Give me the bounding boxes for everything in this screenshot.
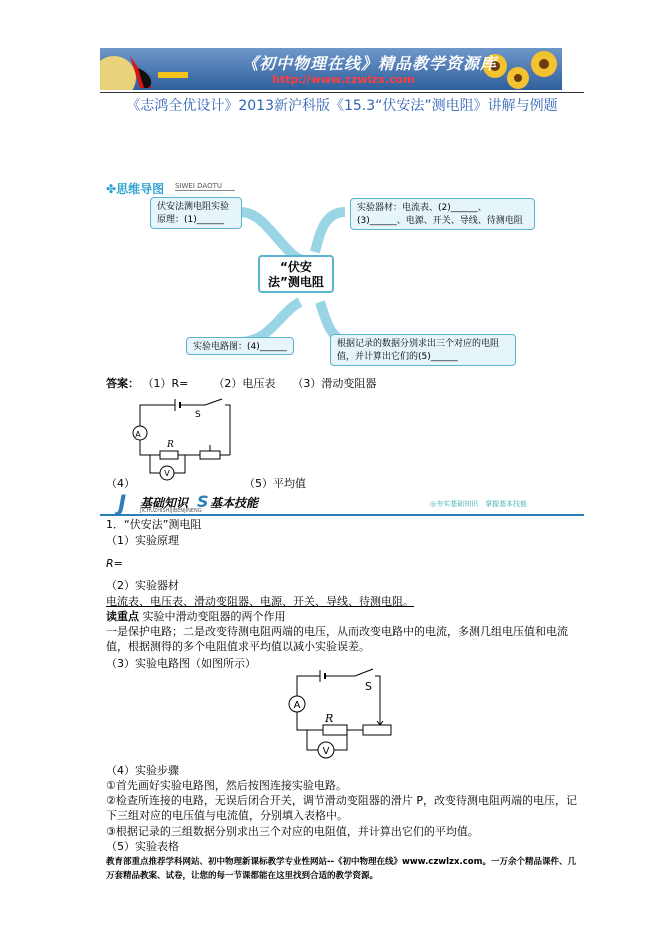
ammeter-label: A (293, 700, 301, 711)
mindmap-header: ✤思维导图 (106, 182, 165, 196)
step-1: ①首先画好实验电路图，然后按图连接实验电路。 (106, 779, 347, 792)
focus-label: 读重点 (106, 610, 139, 623)
step-3: ③根据记录的三组数据分别求出三个对应的电阻值，并计算出它们的平均值。 (106, 825, 479, 838)
formula: R= (106, 557, 123, 570)
answer-circuit (130, 395, 240, 485)
materials: 电流表、电压表、滑动变阻器、电源、开关、导线、待测电阻。 (106, 595, 414, 608)
section-banner (100, 490, 584, 516)
section-title-2: 基本技能 (210, 496, 259, 510)
mindmap-node-materials: 实验器材：电流表、(2)______、(3)______、电源、开关、导线、待测电阻 (350, 198, 535, 230)
banner-title: 《初中物理在线》精品教学资源库 (242, 54, 498, 73)
step-2: ②检查所连接的电路，无误后闭合开关，调节滑动变阻器的滑片 P，改变待测电阻两端的电压，记下三组对应的电压值与电流值，分别填入表格中。 (106, 794, 577, 822)
section-initial-icon: J (118, 492, 127, 517)
focus-title: 实验中滑动变阻器的两个作用 (142, 610, 286, 623)
item-1: 1．“伏安法”测电阻 (106, 518, 202, 531)
site-banner (100, 48, 562, 90)
answer-4: （4） (106, 477, 135, 490)
sub-5: （5）实验表格 (106, 840, 179, 853)
sub-1: （1）实验原理 (106, 534, 179, 547)
answers-row (106, 376, 376, 391)
footer-text: 教育部重点推荐学科网站、初中物理新课标教学专业性网站--《初中物理在线》www.czwlzx.com。一万余个精品课件、几万套精品教案、试卷，让您的每一节课都能在这里找到合适的教学资源。 (106, 857, 576, 881)
section-motto: ◎夯实基础知识 掌握基本技能 (430, 500, 528, 508)
answers-label: 答案： (106, 377, 139, 390)
focus-row (106, 609, 286, 624)
answer-1: （1）R= (142, 377, 189, 390)
answer-3: （3）滑动变阻器 (292, 377, 377, 390)
switch-label-small: S (195, 410, 201, 420)
section-title: 基础知识 (140, 496, 189, 510)
banner-url[interactable]: http://www.czwlzx.com (272, 73, 415, 86)
section-initial-icon-2: S (197, 492, 209, 511)
main-circuit (285, 668, 400, 768)
mindmap-center: “伏安法”测电阻 (258, 255, 334, 293)
header-rule (100, 92, 584, 93)
sub-4: （4）实验步骤 (106, 764, 179, 777)
answer-2: （2）电压表 (213, 377, 276, 390)
resistor-label: R (325, 712, 334, 725)
sub-3: （3）实验电路图（如图所示） (106, 657, 256, 670)
resistor-label-small: R (167, 440, 174, 450)
mindmap-header-en: SIWEI DAOTU (175, 182, 235, 191)
voltmeter-label-small: V (164, 469, 170, 478)
switch-label: S (365, 680, 372, 693)
focus-text: 一是保护电路；二是改变待测电阻两端的电压，从而改变电路中的电流，多测几组电压值和电流值，根据测得的多个电阻值求平均值以减小实验误差。 (106, 625, 568, 653)
sub-2: （2）实验器材 (106, 579, 179, 592)
mindmap-node-principle: 伏安法测电阻实验原理：(1)______ (150, 197, 242, 229)
voltmeter-label: V (322, 746, 330, 757)
document-title: 《志鸿全优设计》2013新沪科版《15.3“伏安法”测电阻》讲解与例题 (126, 98, 558, 114)
mindmap-node-circuit: 实验电路图：(4)______ (186, 337, 294, 355)
answer-5: （5）平均值 (244, 477, 306, 490)
ammeter-label-small: A (135, 430, 141, 439)
section-pinyin: JICHUZHISHIJIBENJINENG (140, 508, 202, 514)
mindmap-node-data: 根据记录的数据分别求出三个对应的电阻值，并计算出它们的(5)______ (330, 334, 516, 366)
